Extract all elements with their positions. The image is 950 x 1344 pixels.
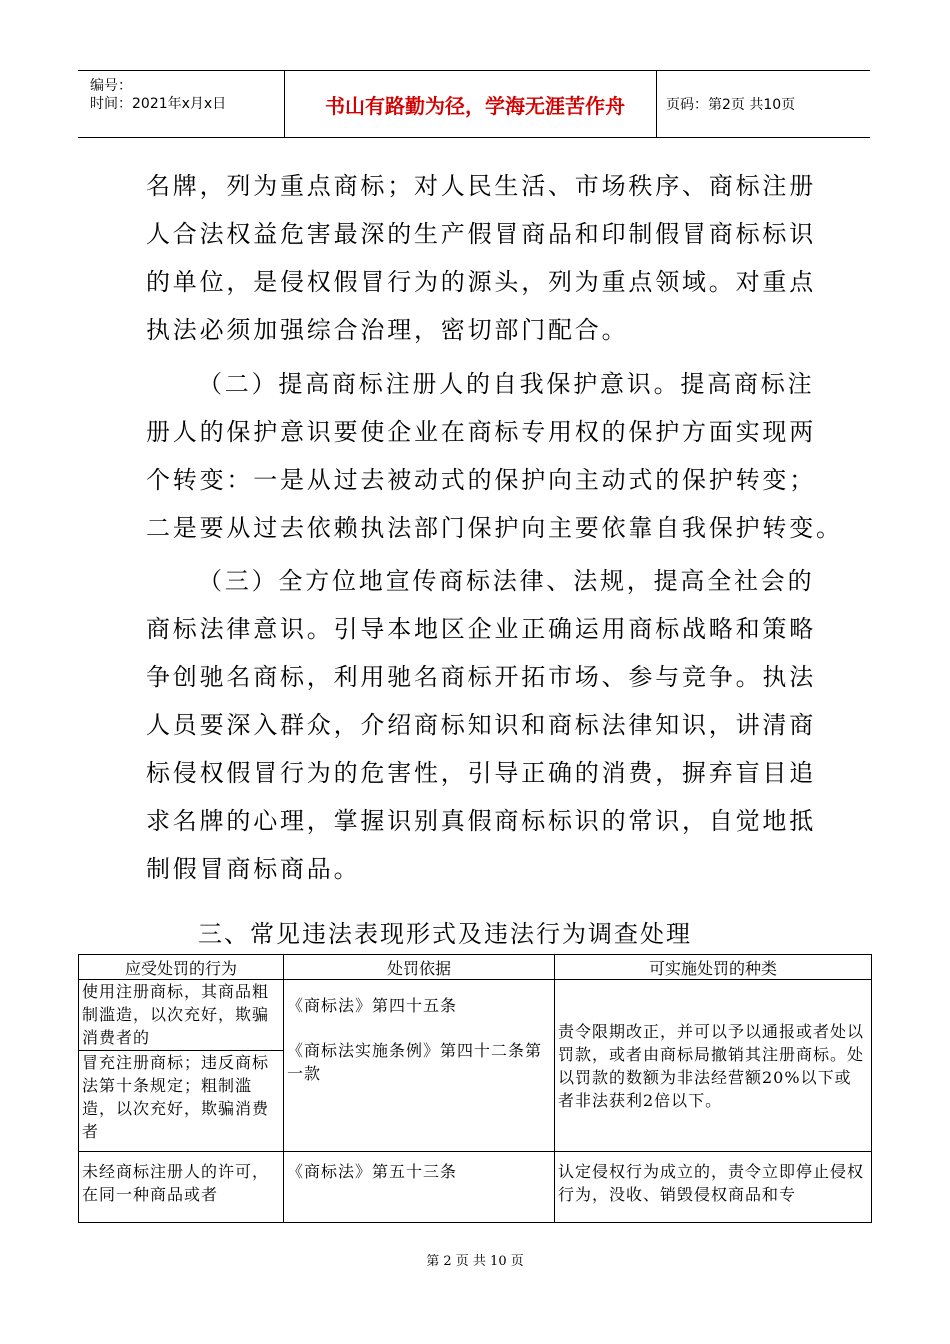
text-line: 册人的保护意识要使企业在商标专用权的保护方面实现两 xyxy=(146,418,816,446)
table-row xyxy=(79,980,872,1051)
cell-act: 使用注册商标，其商品粗制滥造，以次充好，欺骗消费者的 xyxy=(82,982,270,1047)
table-header-row xyxy=(79,955,872,980)
text-line: 名牌，列为重点商标；对人民生活、市场秩序、商标注册 xyxy=(146,172,816,200)
paragraph-1 xyxy=(146,162,816,354)
text-line: 执法必须加强综合治理，密切部门配合。 xyxy=(146,316,629,344)
table-cell xyxy=(79,1051,284,1152)
paragraph-2 xyxy=(146,360,843,552)
text-line: 求名牌的心理，掌握识别真假商标标识的常识，自觉地抵 xyxy=(146,807,816,835)
cell-penalty: 责令限期改正，并可以予以通报或者处以罚款，或者由商标局撤销其注册商标。处以罚款的数额为非法经营额20%以下或者非法获利2倍以下。 xyxy=(558,1021,865,1110)
cell-act: 冒充注册商标；违反商标法第十条规定；粗制滥造，以次充好，欺骗消费者 xyxy=(82,1053,270,1141)
table-cell xyxy=(555,980,872,1152)
text-line: 的单位，是侵权假冒行为的源头，列为重点领域。对重点 xyxy=(146,268,816,296)
text-line: 二是要从过去依赖执法部门保护向主要依靠自我保护转变。 xyxy=(146,514,843,542)
page-header xyxy=(78,70,870,138)
text-line: 个转变：一是从过去被动式的保护向主动式的保护转变； xyxy=(146,466,816,494)
text-line: 争创驰名商标，利用驰名商标开拓市场、参与竞争。执法 xyxy=(146,663,816,691)
table-row xyxy=(79,1152,872,1223)
cell-basis: 《商标法》第五十三条 xyxy=(287,1162,458,1181)
column-header: 可实施处罚的种类 xyxy=(555,955,872,980)
text-line: 制假冒商标商品。 xyxy=(146,855,361,883)
cell-basis: 《商标法》第四十五条 xyxy=(287,996,458,1015)
column-header: 处罚依据 xyxy=(284,955,555,980)
table-cell xyxy=(79,1152,284,1223)
time-label: 时间：2021年x月x日 xyxy=(90,96,227,112)
cell-act: 未经商标注册人的许可，在同一种商品或者 xyxy=(82,1162,270,1204)
text-line: 标侵权假冒行为的危害性，引导正确的消费，摒弃盲目追 xyxy=(146,759,816,787)
header-meta xyxy=(78,71,284,137)
code-label: 编号： xyxy=(90,78,132,94)
header-divider xyxy=(656,71,657,137)
section-title: 三、常见违法表现形式及违法行为调查处理 xyxy=(198,920,692,948)
header-motto: 书山有路勤为径，学海无涯苦作舟 xyxy=(325,93,625,118)
table-cell xyxy=(555,1152,872,1223)
cell-penalty: 认定侵权行为成立的，责令立即停止侵权行为，没收、销毁侵权商品和专 xyxy=(558,1162,865,1204)
cell-basis: 《商标法实施条例》第四十二条第一款 xyxy=(287,1041,543,1083)
penalty-table xyxy=(78,954,872,1223)
header-page-info: 页码：第2页 共10页 xyxy=(666,97,796,113)
paragraph-3 xyxy=(146,557,816,893)
table-cell xyxy=(284,980,555,1152)
text-line: （三）全方位地宣传商标法律、法规，提高全社会的 xyxy=(198,567,815,595)
table-cell xyxy=(284,1152,555,1223)
table-cell xyxy=(79,980,284,1051)
text-line: 人员要深入群众，介绍商标知识和商标法律知识，讲清商 xyxy=(146,711,816,739)
page-footer: 第 2 页 共 10 页 xyxy=(426,1254,524,1269)
text-line: 人合法权益危害最深的生产假冒商品和印制假冒商标标识 xyxy=(146,220,816,248)
column-header: 应受处罚的行为 xyxy=(79,955,284,980)
text-line: （二）提高商标注册人的自我保护意识。提高商标注 xyxy=(198,370,815,398)
text-line: 商标法律意识。引导本地区企业正确运用商标战略和策略 xyxy=(146,615,816,643)
